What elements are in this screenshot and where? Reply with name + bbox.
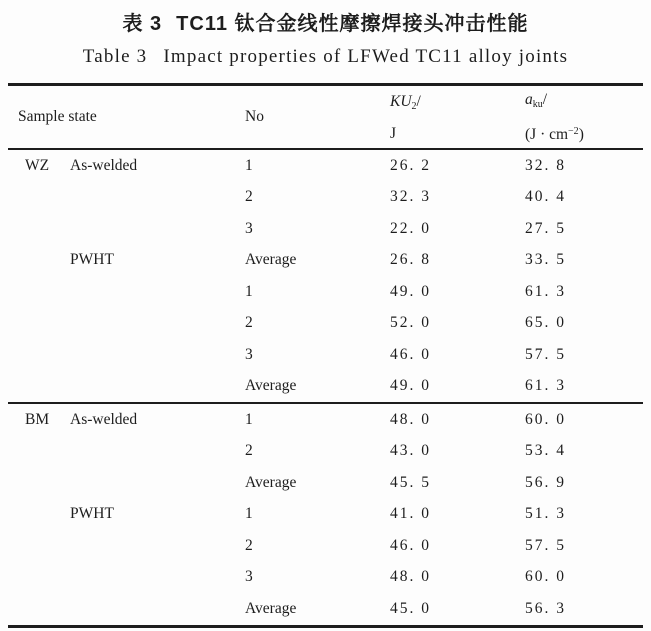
table-row [8,499,643,531]
ku2-subscript: 2 [411,100,417,112]
cell-no: 1 [245,282,253,300]
col-header-aku [515,85,643,150]
cell-ku2: 32. 3 [390,188,431,206]
cell-zone [8,562,62,594]
cell-ku2: 49. 0 [390,377,431,395]
cell-ku2: 45. 0 [390,599,431,617]
cell-state [62,308,235,340]
table-title-en [0,46,651,68]
cell-state [62,213,235,245]
cell-ku2: 43. 0 [390,442,431,460]
cell-zone: WZ [25,156,50,174]
col-header-sample-state: Sample state [8,85,235,150]
cell-ku2: 48. 0 [382,403,515,436]
cell-ku2: 41. 0 [390,505,431,523]
cell-no: 2 [245,188,253,206]
cell-state: PWHT [70,251,114,269]
cell-no: 1 [245,156,253,174]
table-title-zh-label: 表 3 [122,13,163,35]
cell-state [62,467,235,499]
cell-zone [8,371,62,404]
cell-state [62,371,235,404]
cell-ku2: 26. 8 [390,251,431,269]
aku-symbol: a [525,91,533,108]
table-row [8,371,643,404]
cell-no: 2 [245,536,253,554]
cell-no: Average [245,599,297,617]
ku2-unit: J [390,124,397,142]
cell-state: As-welded [62,403,235,436]
table-row [8,213,643,245]
ku2-slash: / [416,92,421,110]
cell-ku2: 46. 0 [390,536,431,554]
cell-zone [8,530,62,562]
cell-aku: 60. 0 [525,568,566,586]
impact-properties-table [8,83,643,628]
table-title-zh [0,7,651,36]
cell-state [62,530,235,562]
table-row [8,593,643,626]
table-row [8,467,643,499]
cell-no: Average [245,473,297,491]
cell-no: 3 [245,345,253,363]
cell-state [62,562,235,594]
cell-aku: 53. 4 [525,442,566,460]
cell-no: 1 [245,505,253,523]
col-header-no: No [235,85,382,150]
cell-state [62,182,235,214]
cell-ku2: 26. 2 [390,156,431,174]
cell-state: PWHT [70,505,114,523]
cell-aku: 51. 3 [525,505,566,523]
cell-state: As-welded [70,156,138,174]
aku-unit-pre: (J · cm [525,126,569,143]
cell-zone [8,245,62,277]
cell-state [62,593,235,626]
cell-no: 2 [245,314,253,332]
cell-aku: 60. 0 [515,403,643,436]
header-row [8,85,643,150]
table-row [8,245,643,277]
cell-no: 3 [245,568,253,586]
cell-aku: 33. 5 [525,251,566,269]
cell-ku2: 48. 0 [390,568,431,586]
cell-state [62,339,235,371]
cell-no: 2 [245,442,253,460]
cell-no: 3 [245,219,253,237]
cell-aku: 56. 3 [525,599,566,617]
cell-ku2: 46. 0 [390,345,431,363]
cell-ku2: 22. 0 [390,219,431,237]
cell-zone [8,499,62,531]
cell-aku: 57. 5 [525,536,566,554]
table-row [8,562,643,594]
aku-slash: / [542,91,548,108]
cell-no: Average [245,251,297,269]
cell-aku: 61. 3 [525,377,566,395]
cell-zone [8,467,62,499]
cell-zone [8,182,62,214]
cell-no: Average [245,377,297,395]
table-row [8,436,643,468]
cell-zone [8,276,62,308]
cell-no: 1 [235,403,382,436]
cell-ku2: 49. 0 [390,282,431,300]
cell-aku: 61. 3 [525,282,566,300]
ku2-symbol-line [390,88,515,120]
aku-symbol-line [525,86,643,118]
cell-zone: BM [8,403,62,436]
ku2-symbol: KU [390,92,412,110]
cell-aku: 27. 5 [525,219,566,237]
aku-unit [525,118,643,148]
aku-unit-post: ) [578,126,584,143]
cell-aku: 57. 5 [525,345,566,363]
cell-aku: 56. 9 [525,473,566,491]
cell-state [62,276,235,308]
table-row [8,149,643,182]
cell-aku: 65. 0 [525,314,566,332]
cell-zone [8,593,62,626]
cell-ku2: 52. 0 [390,314,431,332]
table-title-zh-text: TC11 钛合金线性摩擦焊接头冲击性能 [176,13,529,35]
cell-ku2: 45. 5 [390,473,431,491]
cell-zone [8,308,62,340]
aku-unit-exponent: −2 [568,126,579,137]
cell-zone [8,436,62,468]
table-row [8,182,643,214]
table-row [8,308,643,340]
col-header-ku2 [382,85,515,150]
cell-zone [8,213,62,245]
aku-subscript: ku [532,99,543,110]
cell-state [62,436,235,468]
table-row [8,403,643,436]
table-title-en-text: Impact properties of LFWed TC11 alloy joints [163,46,569,67]
cell-aku: 40. 4 [525,188,566,206]
table-row [8,530,643,562]
cell-zone [8,339,62,371]
table-row [8,276,643,308]
table-title-en-label: Table 3 [82,46,148,67]
cell-aku: 32. 8 [525,156,566,174]
table-row [8,339,643,371]
